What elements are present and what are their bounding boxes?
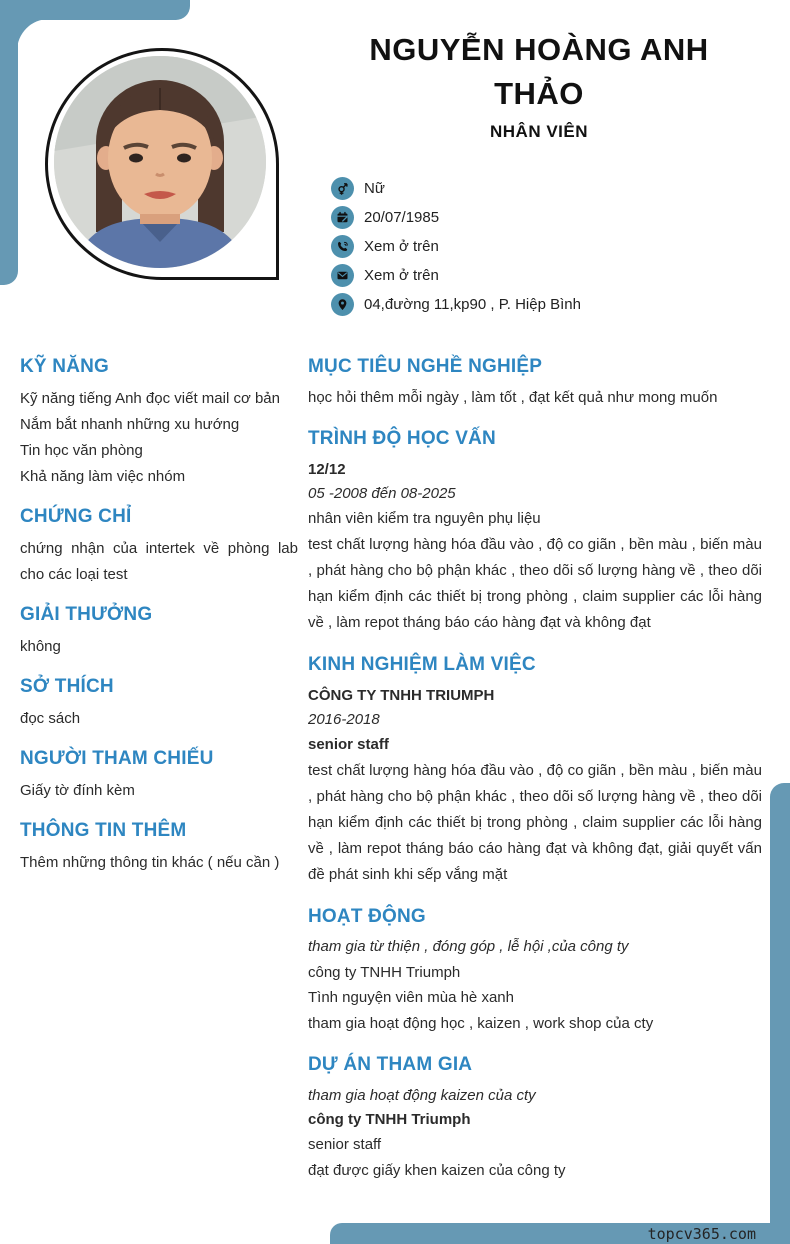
contact-row-address bbox=[331, 290, 581, 319]
projects-subtitle: tham gia hoạt động kaizen của cty bbox=[308, 1087, 536, 1104]
contact-list bbox=[331, 174, 581, 319]
certificates-text: chứng nhận của intertek về phòng lab cho các loại test bbox=[20, 540, 298, 583]
section-references bbox=[20, 746, 298, 804]
skill-item: Nắm bắt nhanh những xu hướng bbox=[20, 416, 240, 433]
hobbies-heading: SỞ THÍCH bbox=[20, 676, 114, 697]
additional-info-text: Thêm những thông tin khác ( nếu cần ) bbox=[20, 854, 280, 871]
person-name-line2: THẢO bbox=[494, 76, 584, 112]
contact-row-email bbox=[331, 261, 581, 290]
experience-company: CÔNG TY TNHH TRIUMPH bbox=[308, 687, 495, 704]
left-column bbox=[20, 348, 298, 876]
contact-gender-value: Nữ bbox=[364, 180, 385, 197]
skill-item: Khả năng làm việc nhóm bbox=[20, 468, 186, 485]
education-heading: TRÌNH ĐỘ HỌC VẤN bbox=[308, 428, 496, 449]
contact-birthdate-value: 20/07/1985 bbox=[364, 209, 440, 226]
contact-email-value: Xem ở trên bbox=[364, 267, 439, 284]
section-certificates bbox=[20, 504, 298, 588]
references-text: Giấy tờ đính kèm bbox=[20, 782, 135, 799]
section-awards bbox=[20, 602, 298, 660]
education-degree: 12/12 bbox=[308, 461, 346, 478]
section-education bbox=[308, 426, 762, 636]
activities-line: tham gia hoạt động học , kaizen , work shop của cty bbox=[308, 1014, 654, 1032]
activities-subtitle: tham gia từ thiện , đóng góp , lễ hội ,của công ty bbox=[308, 938, 629, 955]
skills-heading: KỸ NĂNG bbox=[20, 356, 110, 377]
section-skills bbox=[20, 354, 298, 490]
projects-result: đạt được giấy khen kaizen của công ty bbox=[308, 1161, 566, 1179]
experience-role: senior staff bbox=[308, 736, 389, 753]
contact-row-phone bbox=[331, 232, 581, 261]
projects-heading: DỰ ÁN THAM GIA bbox=[308, 1054, 473, 1075]
awards-heading: GIẢI THƯỞNG bbox=[20, 604, 153, 625]
section-additional-info bbox=[20, 818, 298, 876]
profile-photo-frame bbox=[45, 48, 279, 280]
left-edge-decoration bbox=[0, 0, 18, 285]
person-name bbox=[300, 28, 778, 116]
education-period: 05 -2008 đến 08-2025 bbox=[308, 485, 456, 502]
contact-phone-value: Xem ở trên bbox=[364, 238, 439, 255]
watermark-text: topcv365.com bbox=[647, 1224, 756, 1243]
education-role: nhân viên kiểm tra nguyên phụ liệu bbox=[308, 510, 541, 527]
experience-description: test chất lượng hàng hóa đầu vào , độ co giãn , bền màu , biến màu , phát hàng cho bộ phận khác , theo dõi số lượng hàng về , theo dõi hạn kiểm định các thiết bị trong phòng , claim supplier các lỗi hàng về , làm repot tháng báo cáo hàng đạt và không đạt, giải quyết vấn đề phát sinh khi sếp vắng mặt bbox=[308, 762, 762, 883]
hobbies-text: đọc sách bbox=[20, 710, 81, 727]
contact-row-birthdate bbox=[331, 203, 581, 232]
gender-icon bbox=[331, 177, 354, 200]
section-projects bbox=[308, 1052, 762, 1183]
projects-role: senior staff bbox=[308, 1136, 382, 1153]
experience-heading: KINH NGHIỆM LÀM VIỆC bbox=[308, 654, 536, 675]
portrait-illustration bbox=[54, 56, 266, 268]
experience-period: 2016-2018 bbox=[308, 711, 380, 728]
contact-row-gender bbox=[331, 174, 581, 203]
footer-bar bbox=[330, 1223, 790, 1244]
education-description: test chất lượng hàng hóa đầu vào , độ co giãn , bền màu , biến màu , phát hàng cho bộ phận khác , theo dõi số lượng hàng về , theo dõi hạn kiểm định các thiết bị trong phòng , claim supplier các lỗi hàng về , làm repot tháng báo cáo hàng đạt và không đạt bbox=[308, 536, 762, 631]
section-experience bbox=[308, 652, 762, 888]
section-hobbies bbox=[20, 674, 298, 732]
calendar-icon bbox=[331, 206, 354, 229]
person-name-line1: NGUYỄN HOÀNG ANH bbox=[369, 32, 709, 67]
skill-item: Tin học văn phòng bbox=[20, 442, 143, 459]
section-activities bbox=[308, 904, 762, 1036]
email-icon bbox=[331, 264, 354, 287]
top-edge-decoration bbox=[0, 0, 190, 20]
references-heading: NGƯỜI THAM CHIẾU bbox=[20, 748, 214, 769]
activities-line: Tình nguyện viên mùa hè xanh bbox=[308, 989, 514, 1006]
location-icon bbox=[331, 293, 354, 316]
contact-address-value: 04,đường 11,kp90 , P. Hiệp Bình bbox=[364, 296, 581, 313]
skill-item: Kỹ năng tiếng Anh đọc viết mail cơ bản bbox=[20, 390, 280, 407]
section-objective bbox=[308, 354, 762, 410]
phone-icon bbox=[331, 235, 354, 258]
objective-text: học hỏi thêm mỗi ngày , làm tốt , đạt kết quả như mong muốn bbox=[308, 389, 718, 406]
activities-line: công ty TNHH Triumph bbox=[308, 963, 461, 981]
projects-company: công ty TNHH Triumph bbox=[308, 1111, 471, 1128]
profile-photo bbox=[54, 56, 266, 268]
awards-text: không bbox=[20, 638, 61, 655]
right-edge-decoration bbox=[770, 783, 790, 1244]
additional-info-heading: THÔNG TIN THÊM bbox=[20, 820, 187, 841]
certificates-heading: CHỨNG CHỈ bbox=[20, 506, 132, 527]
objective-heading: MỤC TIÊU NGHỀ NGHIỆP bbox=[308, 356, 543, 377]
person-job-title: NHÂN VIÊN bbox=[489, 122, 588, 142]
right-column bbox=[308, 348, 762, 1183]
activities-heading: HOẠT ĐỘNG bbox=[308, 906, 426, 927]
